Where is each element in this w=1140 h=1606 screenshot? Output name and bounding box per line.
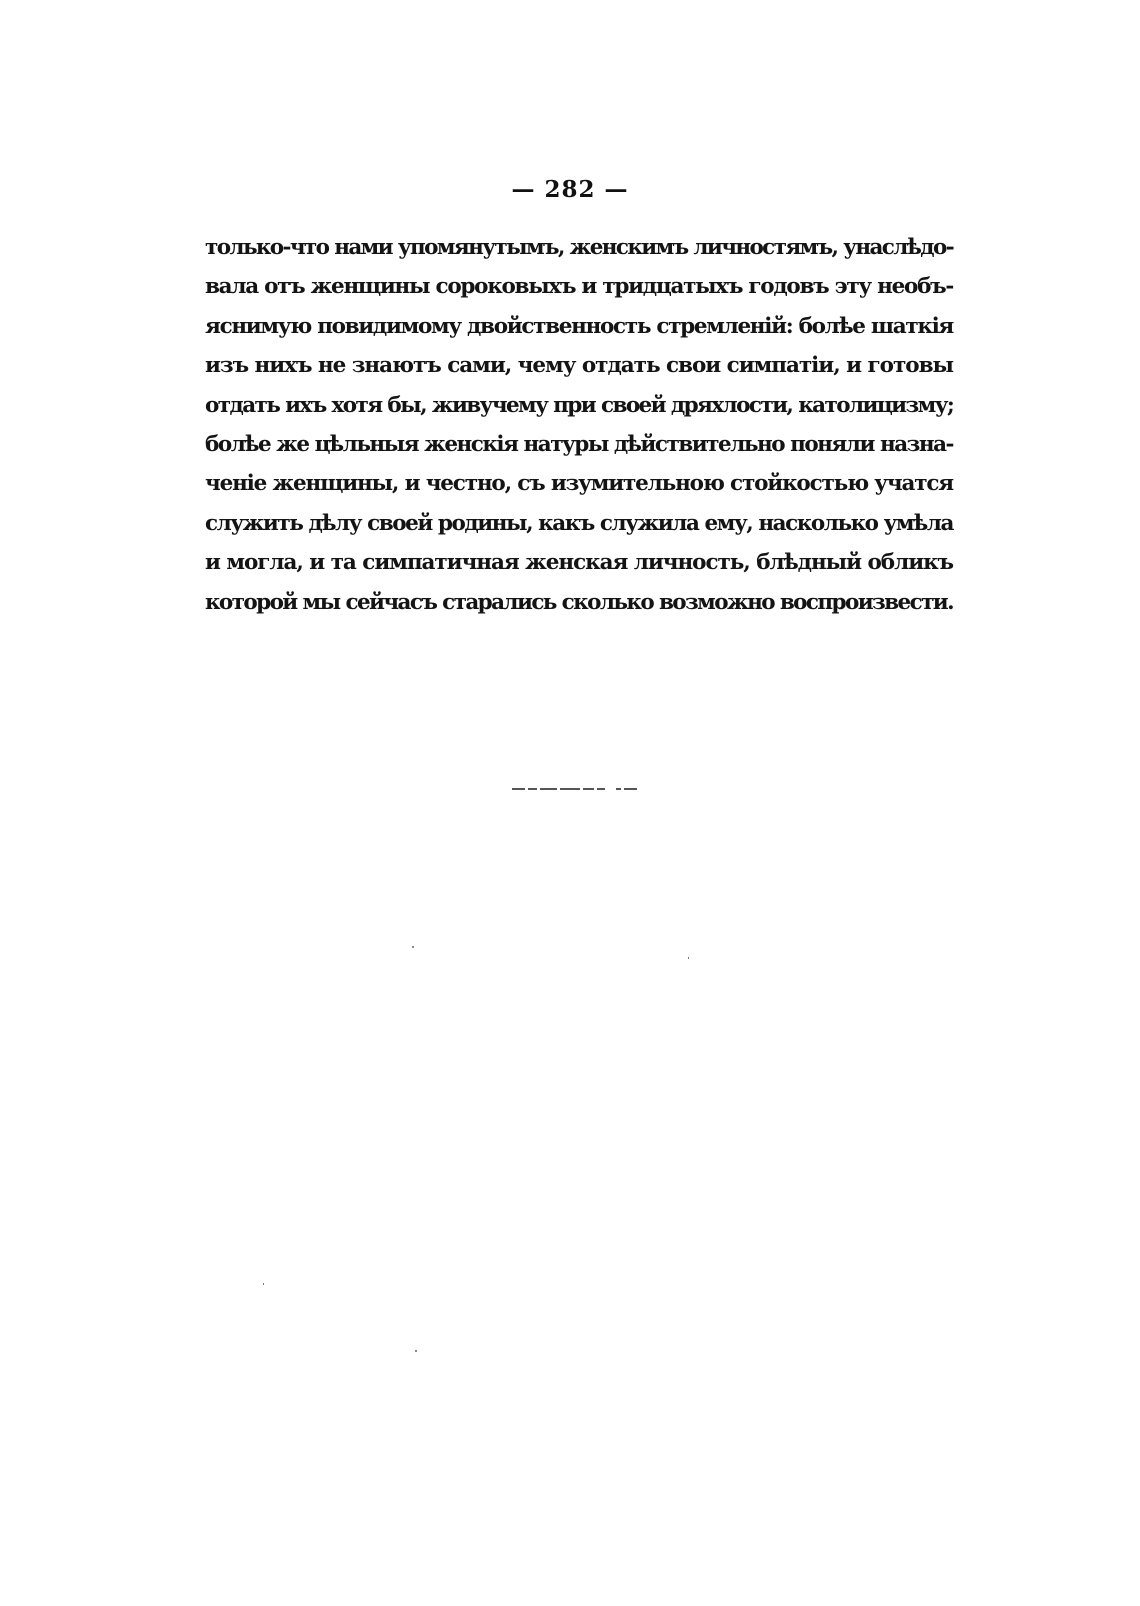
ornament-dash (560, 788, 580, 790)
end-ornament (512, 787, 637, 790)
ornament-dash (624, 788, 637, 790)
text-line: ченіе женщины, и честно, съ изумительною стойкостью учатся (205, 471, 953, 497)
ornament-dash (597, 788, 604, 790)
text-line: и могла, и та симпатичная женская личность, блѣдный обликъ (205, 550, 953, 576)
text-line: отдать ихъ хотя бы, живучему при своей дряхлости, католицизму; (205, 392, 954, 418)
ornament-dash (583, 788, 594, 790)
text-line: вала отъ женщины сороковыхъ и тридцатыхъ годовъ эту необъ- (205, 274, 953, 300)
paper-speck (688, 957, 689, 959)
text-line: служить дѣлу своей родины, какъ служила ему, насколько умѣла (205, 510, 953, 536)
text-line: изъ нихъ не знаютъ сами, чему отдать свои симпатіи, и готовы (205, 353, 953, 379)
ornament-dash (616, 788, 622, 790)
paper-speck (412, 946, 414, 948)
ornament-dash (528, 788, 537, 790)
body-text (205, 228, 953, 622)
ornament-dash (540, 788, 557, 790)
text-line: яснимую повидимому двойственность стремленій: болѣе шаткія (205, 313, 953, 339)
ornament-dash (512, 788, 525, 790)
page-number: — 282 — (511, 176, 629, 203)
text-line: болѣе же цѣльныя женскія натуры дѣйствительно поняли назна- (205, 431, 953, 457)
text-line: только-что нами упомянутымъ, женскимъ личностямъ, унаслѣдо- (205, 235, 953, 260)
text-line: которой мы сейчасъ старались сколько возможно воспроизвести. (205, 589, 954, 615)
paper-speck (263, 1283, 264, 1285)
paper-speck (415, 1350, 417, 1352)
